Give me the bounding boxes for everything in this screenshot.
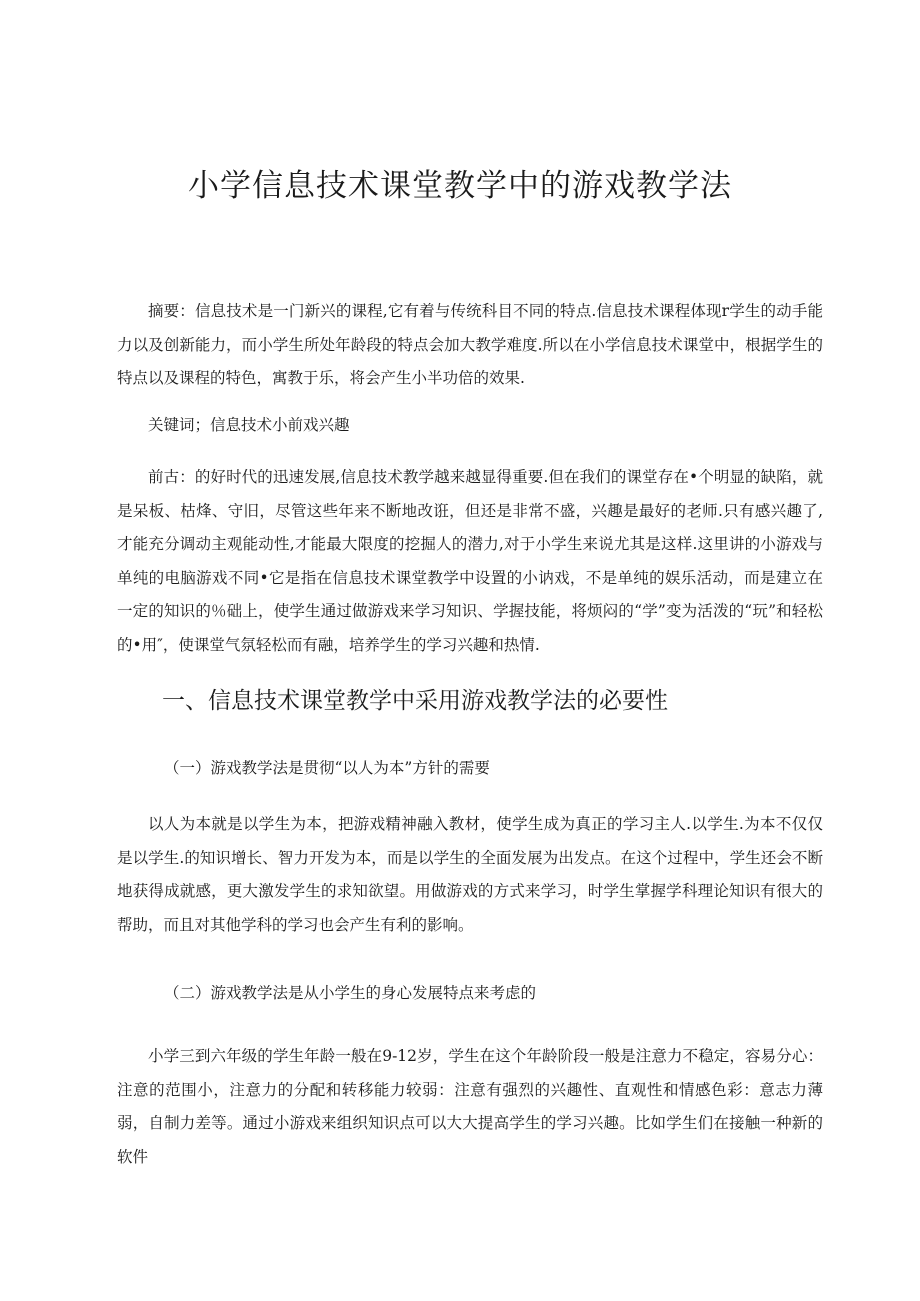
abstract-paragraph: 摘要：信息技术是一门新兴的课程,它有着与传统科目不同的特点.信息技术课程体现r学生的动手能力以及创新能力，而小学生所处年龄段的特点会加大教学难度.所以在小学信息技术课堂中，根据学生的特点以及课程的特色，寓教于乐，将会产生小半功倍的效果. xyxy=(117,302,823,387)
preface-paragraph: 前古：的好时代的迅速发展,信息技术教学越来越显得重要.但在我们的课堂存在•个明显的缺陷，就是呆板、枯烽、守旧，尽管这些年来不断地改诳，但还是非常不盛，兴趣是最好的老师.只有感兴趣了,才能充分调动主观能动性,才能最大限度的挖掘人的潜力,对于小学生来说尤其是这样.这里讲的小游戏与单纯的电脑游戏不同•它是指在信息技术课堂教学中设置的小讷戏，不是单纯的娱乐活动，而是建立在一定的知识的％础上，使学生通过做游戏来学习知识、学握技能，将烦闷的“学”变为活泼的“玩”和轻松的•用″，使课堂气氛轻松而有融，培养学生的学习兴趣和热情. xyxy=(117,468,823,654)
subsection-body-2: 小学三到六年级的学生年龄一般在9-12岁，学生在这个年龄阶段一般是注意力不稳定，容易分心：注意的范围小，注意力的分配和转移能力较弱：注意有强烈的兴趣性、直观性和情感色彩：意志力薄弱，自制力差等。通过小游戏来组织知识点可以大大提高学生的学习兴趣。比如学生们在接触一种新的软件 xyxy=(117,1047,823,1166)
keywords-line: 关键词；信息技术小前戏兴趣 xyxy=(148,416,350,434)
subsection-heading-1: （一）游戏教学法是贯彻“以人为本”方针的需要 xyxy=(164,759,490,777)
section-heading: 一、信息技术课堂教学中采用游戏教学法的必要性 xyxy=(162,688,668,714)
subsection-body-1: 以人为本就是以学生为本，把游戏精神融入教材，使学生成为真正的学习主人.以学生.为本不仅仅是以学生.的知识增长、智力开发为本，而是以学生的全面发展为出发点。在这个过程中，学生还会不断地获得成就感，更大激发学生的求知欲望。用做游戏的方式来学习，时学生掌握学科理论知识有很大的帮助，而且对其他学科的学习也会产生有利的影响。 xyxy=(117,815,823,934)
subsection-heading-2: （二）游戏教学法是从小学生的身心发展特点来考虑的 xyxy=(164,984,537,1002)
document-title: 小学信息技术课堂教学中的游戏教学法 xyxy=(188,168,732,204)
